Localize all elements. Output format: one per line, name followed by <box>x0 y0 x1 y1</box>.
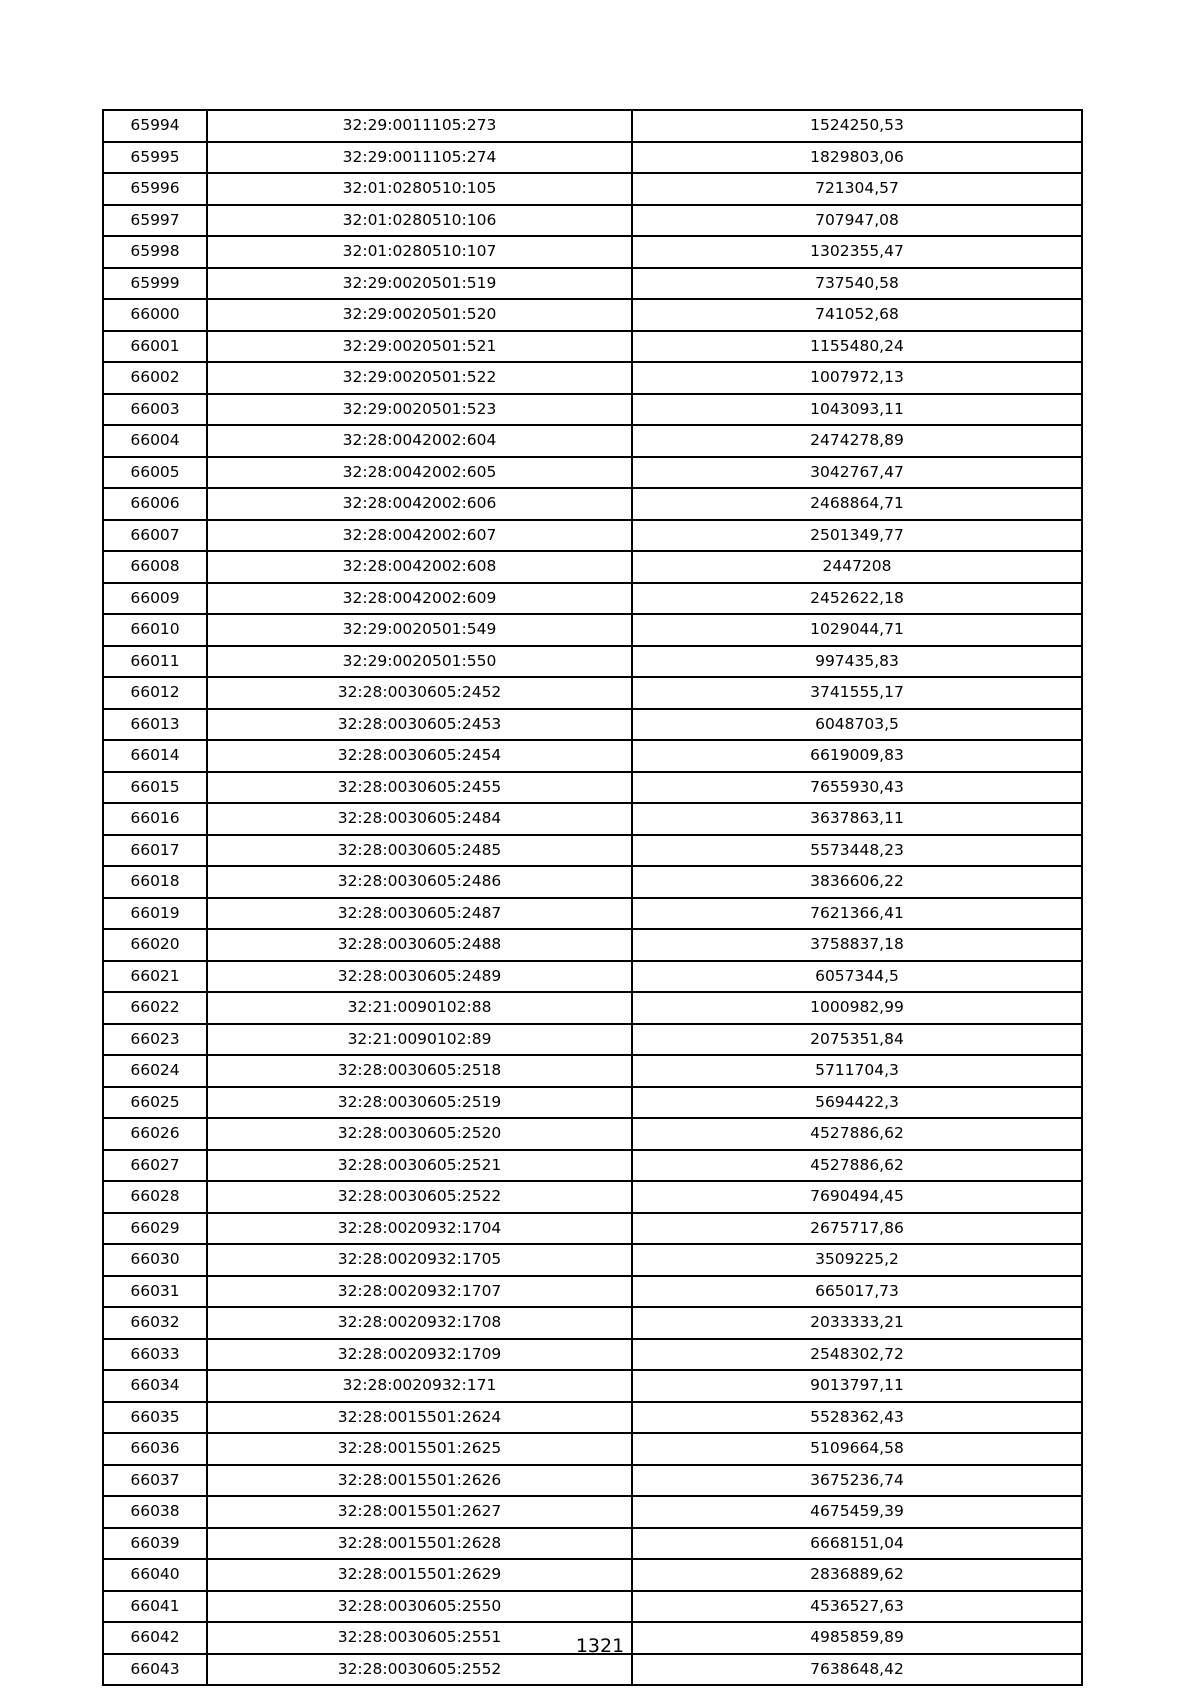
row-number-cell: 66020 <box>103 929 207 961</box>
cadastral-number-cell: 32:28:0030605:2487 <box>207 898 632 930</box>
table-row <box>103 394 1082 426</box>
cadastral-number-cell: 32:28:0042002:604 <box>207 425 632 457</box>
row-number-cell: 66035 <box>103 1402 207 1434</box>
row-number-cell: 66024 <box>103 1055 207 1087</box>
table-row <box>103 1244 1082 1276</box>
value-cell: 7638648,42 <box>632 1654 1082 1686</box>
table-row <box>103 1559 1082 1591</box>
value-cell: 6619009,83 <box>632 740 1082 772</box>
cadastral-number-cell: 32:28:0042002:608 <box>207 551 632 583</box>
row-number-cell: 66000 <box>103 299 207 331</box>
table-row <box>103 362 1082 394</box>
row-number-cell: 65997 <box>103 205 207 237</box>
row-number-cell: 66027 <box>103 1150 207 1182</box>
value-cell: 4527886,62 <box>632 1150 1082 1182</box>
cadastral-number-cell: 32:28:0042002:605 <box>207 457 632 489</box>
value-cell: 721304,57 <box>632 173 1082 205</box>
cadastral-number-cell: 32:28:0030605:2552 <box>207 1654 632 1686</box>
value-cell: 7621366,41 <box>632 898 1082 930</box>
cadastral-number-cell: 32:29:0020501:520 <box>207 299 632 331</box>
cadastral-number-cell: 32:28:0030605:2455 <box>207 772 632 804</box>
cadastral-number-cell: 32:28:0015501:2628 <box>207 1528 632 1560</box>
table-row <box>103 1150 1082 1182</box>
table-row <box>103 803 1082 835</box>
cadastral-number-cell: 32:28:0015501:2624 <box>207 1402 632 1434</box>
cadastral-number-cell: 32:28:0015501:2629 <box>207 1559 632 1591</box>
cadastral-number-cell: 32:28:0030605:2520 <box>207 1118 632 1150</box>
registry-table <box>102 109 1083 1686</box>
value-cell: 1524250,53 <box>632 110 1082 142</box>
value-cell: 1043093,11 <box>632 394 1082 426</box>
row-number-cell: 66002 <box>103 362 207 394</box>
row-number-cell: 66028 <box>103 1181 207 1213</box>
value-cell: 741052,68 <box>632 299 1082 331</box>
row-number-cell: 66032 <box>103 1307 207 1339</box>
table-row <box>103 488 1082 520</box>
table-row <box>103 520 1082 552</box>
cadastral-number-cell: 32:28:0030605:2550 <box>207 1591 632 1623</box>
row-number-cell: 66012 <box>103 677 207 709</box>
value-cell: 2501349,77 <box>632 520 1082 552</box>
row-number-cell: 66031 <box>103 1276 207 1308</box>
cadastral-number-cell: 32:01:0280510:107 <box>207 236 632 268</box>
cadastral-number-cell: 32:29:0020501:522 <box>207 362 632 394</box>
value-cell: 4675459,39 <box>632 1496 1082 1528</box>
row-number-cell: 66037 <box>103 1465 207 1497</box>
cadastral-number-cell: 32:21:0090102:89 <box>207 1024 632 1056</box>
table-row <box>103 772 1082 804</box>
value-cell: 1302355,47 <box>632 236 1082 268</box>
cadastral-number-cell: 32:28:0030605:2453 <box>207 709 632 741</box>
table-row <box>103 205 1082 237</box>
value-cell: 3758837,18 <box>632 929 1082 961</box>
value-cell: 665017,73 <box>632 1276 1082 1308</box>
row-number-cell: 66036 <box>103 1433 207 1465</box>
table-row <box>103 1402 1082 1434</box>
cadastral-number-cell: 32:28:0015501:2627 <box>207 1496 632 1528</box>
cadastral-number-cell: 32:28:0042002:607 <box>207 520 632 552</box>
table-row <box>103 1370 1082 1402</box>
table-row <box>103 1433 1082 1465</box>
table-row <box>103 835 1082 867</box>
table-row <box>103 866 1082 898</box>
value-cell: 7655930,43 <box>632 772 1082 804</box>
row-number-cell: 66004 <box>103 425 207 457</box>
value-cell: 1029044,71 <box>632 614 1082 646</box>
value-cell: 3509225,2 <box>632 1244 1082 1276</box>
row-number-cell: 66011 <box>103 646 207 678</box>
value-cell: 3675236,74 <box>632 1465 1082 1497</box>
value-cell: 3637863,11 <box>632 803 1082 835</box>
table-row <box>103 583 1082 615</box>
value-cell: 3042767,47 <box>632 457 1082 489</box>
table-row <box>103 425 1082 457</box>
cadastral-number-cell: 32:28:0020932:1708 <box>207 1307 632 1339</box>
cadastral-number-cell: 32:28:0030605:2485 <box>207 835 632 867</box>
cadastral-number-cell: 32:28:0030605:2551 <box>207 1622 632 1654</box>
table-row <box>103 740 1082 772</box>
row-number-cell: 66018 <box>103 866 207 898</box>
row-number-cell: 66033 <box>103 1339 207 1371</box>
row-number-cell: 66021 <box>103 961 207 993</box>
table-row <box>103 677 1082 709</box>
value-cell: 737540,58 <box>632 268 1082 300</box>
cadastral-number-cell: 32:28:0020932:1705 <box>207 1244 632 1276</box>
row-number-cell: 66019 <box>103 898 207 930</box>
table-row <box>103 268 1082 300</box>
value-cell: 1829803,06 <box>632 142 1082 174</box>
row-number-cell: 66039 <box>103 1528 207 1560</box>
table-row <box>103 551 1082 583</box>
table-row <box>103 1024 1082 1056</box>
row-number-cell: 66013 <box>103 709 207 741</box>
table-row <box>103 1528 1082 1560</box>
cadastral-number-cell: 32:29:0011105:273 <box>207 110 632 142</box>
table-row <box>103 1055 1082 1087</box>
row-number-cell: 66010 <box>103 614 207 646</box>
row-number-cell: 66042 <box>103 1622 207 1654</box>
row-number-cell: 66026 <box>103 1118 207 1150</box>
cadastral-number-cell: 32:29:0020501:549 <box>207 614 632 646</box>
value-cell: 4536527,63 <box>632 1591 1082 1623</box>
cadastral-number-cell: 32:28:0030605:2488 <box>207 929 632 961</box>
cadastral-number-cell: 32:28:0020932:1709 <box>207 1339 632 1371</box>
row-number-cell: 66001 <box>103 331 207 363</box>
cadastral-number-cell: 32:28:0030605:2452 <box>207 677 632 709</box>
row-number-cell: 66005 <box>103 457 207 489</box>
value-cell: 4985859,89 <box>632 1622 1082 1654</box>
row-number-cell: 66007 <box>103 520 207 552</box>
value-cell: 1007972,13 <box>632 362 1082 394</box>
table-row <box>103 929 1082 961</box>
row-number-cell: 66034 <box>103 1370 207 1402</box>
value-cell: 3741555,17 <box>632 677 1082 709</box>
cadastral-number-cell: 32:29:0020501:523 <box>207 394 632 426</box>
row-number-cell: 66006 <box>103 488 207 520</box>
value-cell: 2033333,21 <box>632 1307 1082 1339</box>
cadastral-number-cell: 32:21:0090102:88 <box>207 992 632 1024</box>
value-cell: 1000982,99 <box>632 992 1082 1024</box>
table-row <box>103 709 1082 741</box>
cadastral-number-cell: 32:28:0020932:171 <box>207 1370 632 1402</box>
table-row <box>103 1087 1082 1119</box>
row-number-cell: 66015 <box>103 772 207 804</box>
value-cell: 5694422,3 <box>632 1087 1082 1119</box>
value-cell: 2447208 <box>632 551 1082 583</box>
cadastral-number-cell: 32:28:0030605:2521 <box>207 1150 632 1182</box>
row-number-cell: 65995 <box>103 142 207 174</box>
table-row <box>103 1496 1082 1528</box>
row-number-cell: 65998 <box>103 236 207 268</box>
table-row <box>103 614 1082 646</box>
cadastral-number-cell: 32:29:0020501:519 <box>207 268 632 300</box>
value-cell: 2836889,62 <box>632 1559 1082 1591</box>
value-cell: 5573448,23 <box>632 835 1082 867</box>
table-row <box>103 992 1082 1024</box>
value-cell: 5711704,3 <box>632 1055 1082 1087</box>
cadastral-number-cell: 32:29:0020501:521 <box>207 331 632 363</box>
row-number-cell: 66041 <box>103 1591 207 1623</box>
table-row <box>103 1276 1082 1308</box>
row-number-cell: 66016 <box>103 803 207 835</box>
value-cell: 1155480,24 <box>632 331 1082 363</box>
row-number-cell: 66023 <box>103 1024 207 1056</box>
value-cell: 5528362,43 <box>632 1402 1082 1434</box>
registry-table-body <box>103 110 1082 1685</box>
cadastral-number-cell: 32:28:0030605:2489 <box>207 961 632 993</box>
cadastral-number-cell: 32:28:0030605:2519 <box>207 1087 632 1119</box>
cadastral-number-cell: 32:01:0280510:106 <box>207 205 632 237</box>
value-cell: 7690494,45 <box>632 1181 1082 1213</box>
cadastral-number-cell: 32:28:0042002:606 <box>207 488 632 520</box>
table-row <box>103 1465 1082 1497</box>
row-number-cell: 66003 <box>103 394 207 426</box>
table-row <box>103 173 1082 205</box>
cadastral-number-cell: 32:29:0011105:274 <box>207 142 632 174</box>
cadastral-number-cell: 32:28:0020932:1704 <box>207 1213 632 1245</box>
cadastral-number-cell: 32:28:0030605:2486 <box>207 866 632 898</box>
row-number-cell: 65999 <box>103 268 207 300</box>
value-cell: 2468864,71 <box>632 488 1082 520</box>
row-number-cell: 66030 <box>103 1244 207 1276</box>
table-row <box>103 457 1082 489</box>
row-number-cell: 66008 <box>103 551 207 583</box>
cadastral-number-cell: 32:28:0020932:1707 <box>207 1276 632 1308</box>
cadastral-number-cell: 32:28:0030605:2518 <box>207 1055 632 1087</box>
table-row <box>103 1118 1082 1150</box>
value-cell: 6668151,04 <box>632 1528 1082 1560</box>
table-row <box>103 1307 1082 1339</box>
row-number-cell: 66022 <box>103 992 207 1024</box>
row-number-cell: 66017 <box>103 835 207 867</box>
value-cell: 2075351,84 <box>632 1024 1082 1056</box>
cadastral-number-cell: 32:28:0015501:2625 <box>207 1433 632 1465</box>
value-cell: 2548302,72 <box>632 1339 1082 1371</box>
table-row <box>103 236 1082 268</box>
row-number-cell: 65996 <box>103 173 207 205</box>
row-number-cell: 65994 <box>103 110 207 142</box>
cadastral-number-cell: 32:28:0042002:609 <box>207 583 632 615</box>
cadastral-number-cell: 32:01:0280510:105 <box>207 173 632 205</box>
table-row <box>103 961 1082 993</box>
row-number-cell: 66025 <box>103 1087 207 1119</box>
value-cell: 9013797,11 <box>632 1370 1082 1402</box>
cadastral-number-cell: 32:28:0030605:2454 <box>207 740 632 772</box>
value-cell: 3836606,22 <box>632 866 1082 898</box>
value-cell: 2452622,18 <box>632 583 1082 615</box>
page-number: 1321 <box>575 1635 625 1657</box>
value-cell: 707947,08 <box>632 205 1082 237</box>
table-row <box>103 299 1082 331</box>
table-row <box>103 898 1082 930</box>
row-number-cell: 66038 <box>103 1496 207 1528</box>
value-cell: 997435,83 <box>632 646 1082 678</box>
row-number-cell: 66009 <box>103 583 207 615</box>
cadastral-number-cell: 32:28:0015501:2626 <box>207 1465 632 1497</box>
table-row <box>103 1181 1082 1213</box>
table-row <box>103 1339 1082 1371</box>
table-row <box>103 1654 1082 1686</box>
cadastral-number-cell: 32:28:0030605:2522 <box>207 1181 632 1213</box>
table-row <box>103 142 1082 174</box>
value-cell: 6057344,5 <box>632 961 1082 993</box>
cadastral-number-cell: 32:28:0030605:2484 <box>207 803 632 835</box>
table-row <box>103 331 1082 363</box>
row-number-cell: 66014 <box>103 740 207 772</box>
row-number-cell: 66043 <box>103 1654 207 1686</box>
row-number-cell: 66040 <box>103 1559 207 1591</box>
table-row <box>103 110 1082 142</box>
value-cell: 2474278,89 <box>632 425 1082 457</box>
value-cell: 5109664,58 <box>632 1433 1082 1465</box>
table-row <box>103 646 1082 678</box>
cadastral-number-cell: 32:29:0020501:550 <box>207 646 632 678</box>
value-cell: 2675717,86 <box>632 1213 1082 1245</box>
table-row <box>103 1213 1082 1245</box>
value-cell: 6048703,5 <box>632 709 1082 741</box>
value-cell: 4527886,62 <box>632 1118 1082 1150</box>
table-row <box>103 1591 1082 1623</box>
row-number-cell: 66029 <box>103 1213 207 1245</box>
